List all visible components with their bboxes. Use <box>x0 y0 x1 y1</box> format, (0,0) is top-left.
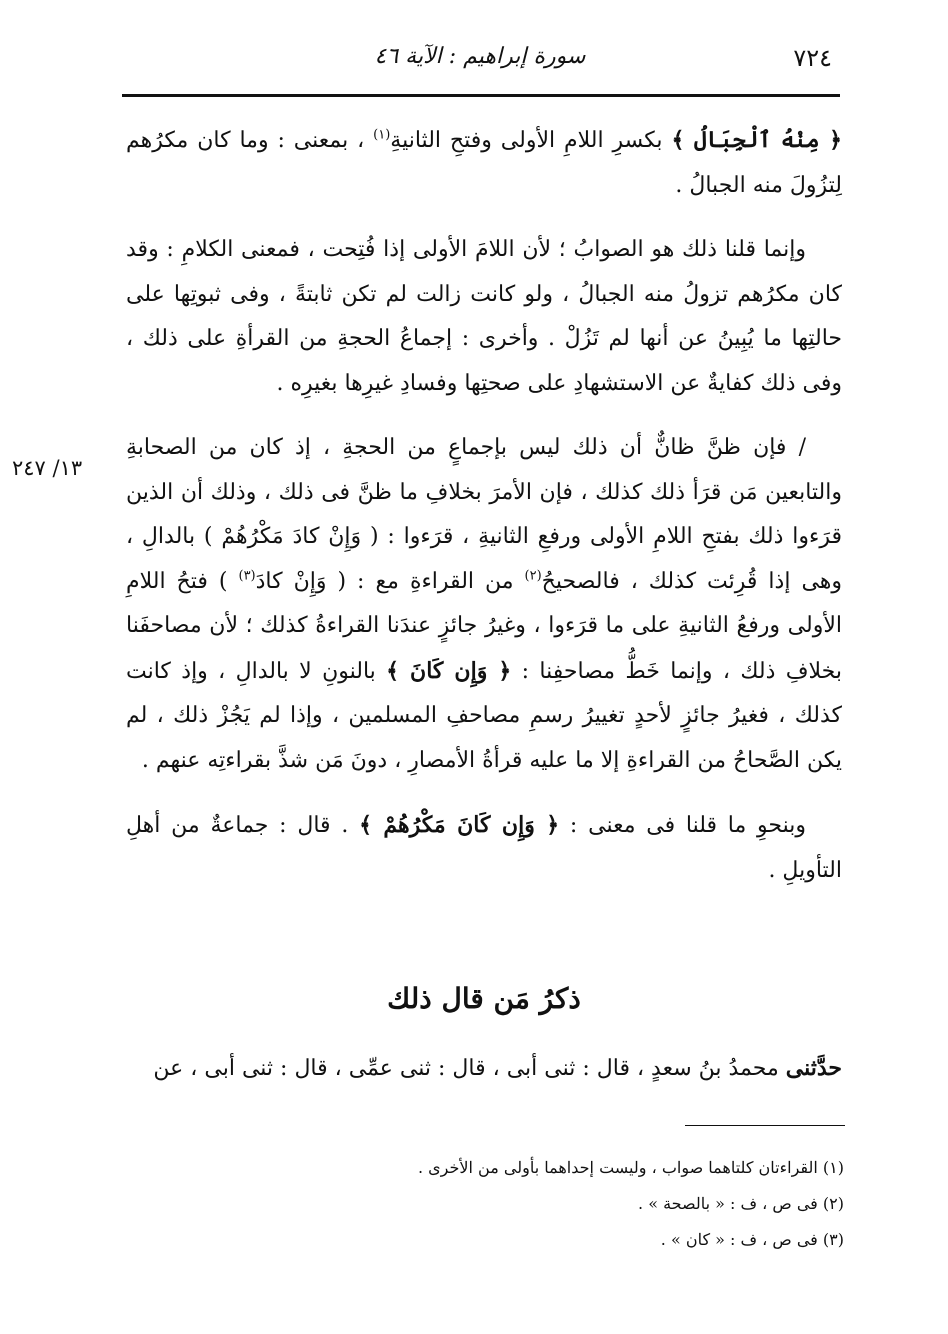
page-header <box>120 38 840 88</box>
paragraph-text: ) فتحُ اللامِ الأولى ورفعُ الثانيةِ على ما قرَءوا ، وغيرُ جائزٍ عندَنا القراءةُ كذلك ؛ لأن مصاحفَنا بخلافِ ذلك ، وإنما خَطُّ مصاحفِنا : <box>126 568 843 684</box>
quran-quote: ﴿ مِنْهُ ٱلْجِبَالُ ﴾ <box>671 127 842 153</box>
paragraph-2: وإنما قلنا ذلك هو الصوابُ ؛ لأن اللامَ الأولى إذا فُتِحت ، فمعنى الكلامِ : وقد كان مكرُهم تزولُ منه الجبالُ ، ولو كانت زالت لم تكن ثابتةً ، وفى ثبوتِها على حالتِها ما يُبِينُ عن أنها لم تَزُلْ . وأخرى : إجماعُ الحجةِ من القرأةِ على ذلك ، وفى ذلك كفايةٌ عن الاستشهادِ على صحتِها وفسادِ غيرِها بغيرِه . <box>126 237 842 396</box>
hadith-chain <box>126 1046 842 1091</box>
quran-quote: ﴿ وَإِن كَانَ ﴾ <box>386 657 512 684</box>
hadith-text: محمدُ بنُ سعدٍ ، قال : ثنى أبى ، قال : ثنى عمِّى ، قال : ثنى أبى ، عن <box>153 1056 786 1081</box>
main-text <box>126 118 842 893</box>
header-rule <box>122 94 840 97</box>
margin-reference: ١٣/ ٢٤٧ <box>12 456 83 480</box>
footnote-ref: (١) <box>373 127 391 143</box>
quran-quote: ﴿ وَإِن كَانَ مَكْرُهُمْ ﴾ <box>359 812 560 838</box>
footnote-2: (٢) فى ص ، ف : « بالصحة » . <box>638 1194 844 1213</box>
paragraph-4 <box>126 803 842 893</box>
paragraph-text: ، بمعنى : وما كان مكرُهم لِتزُولَ منه الجبالُ . <box>126 128 842 198</box>
paragraph-text: بالنونِ لا بالدالِ ، وإذ كانت كذلك ، فغيرُ جائزٍ لأحدٍ تغييرُ رسمِ مصاحفِ المسلمين ، وإذا لم يَجُزْ ذلك ، لم يكن الصَّحاحُ من القراءةِ إلا ما عليه قرأةُ الأمصارِ ، دونَ مَن شذَّ بقراءتِه عنهم . <box>126 658 842 773</box>
paragraph-text: وبنحوِ ما قلنا فى معنى : <box>559 813 806 838</box>
paragraph-text: بكسرِ اللامِ الأولى وفتحِ الثانيةِ <box>390 128 672 153</box>
footnote-ref: (٢) <box>524 568 542 584</box>
hadith-lead: حدَّثنى <box>785 1055 842 1081</box>
paragraph-text: من القراءةِ مع : ( وَإِنْ كادَ <box>255 568 525 594</box>
paragraph-1 <box>126 118 842 208</box>
footnote-3: (٣) فى ص ، ف : « كان » . <box>660 1230 844 1249</box>
section-heading: ذكرُ مَن قال ذلك <box>387 982 581 1015</box>
running-title: سورة إبراهيم : الآية ٤٦ <box>374 44 586 69</box>
page-number: ٧٢٤ <box>793 44 832 72</box>
paragraph-text: / فإن ظنَّ ظانٌّ أن ذلك ليس بإجماعٍ من الحجةِ ، إذ كان من الصحابةِ والتابعين مَن قرَأ ذلك كذلك ، فإن الأمرَ بخلافِ ما ظنَّ فى ذلك ، وذلك أن الذين قرَءوا ذلك بفتحِ اللامِ الأولى ورفعِ الثانيةِ ، قرَءوا : ( وَإِنْ كادَ مَكْرُهُمْ ) بالدالِ ، وهى إذا قُرِئت كذلك ، فالصحيحُ <box>126 435 843 594</box>
footnote-1: (١) القراءتان كلتاهما صواب ، وليست إحداهما بأولى من الأخرى . <box>417 1158 844 1177</box>
footnote-rule <box>685 1125 845 1126</box>
paragraph-3 <box>126 426 842 783</box>
paragraph-text: . قال : جماعةٌ من أهلِ التأويلِ . <box>126 813 842 883</box>
footnote-ref: (٣) <box>238 568 256 584</box>
footnotes <box>126 1150 844 1258</box>
